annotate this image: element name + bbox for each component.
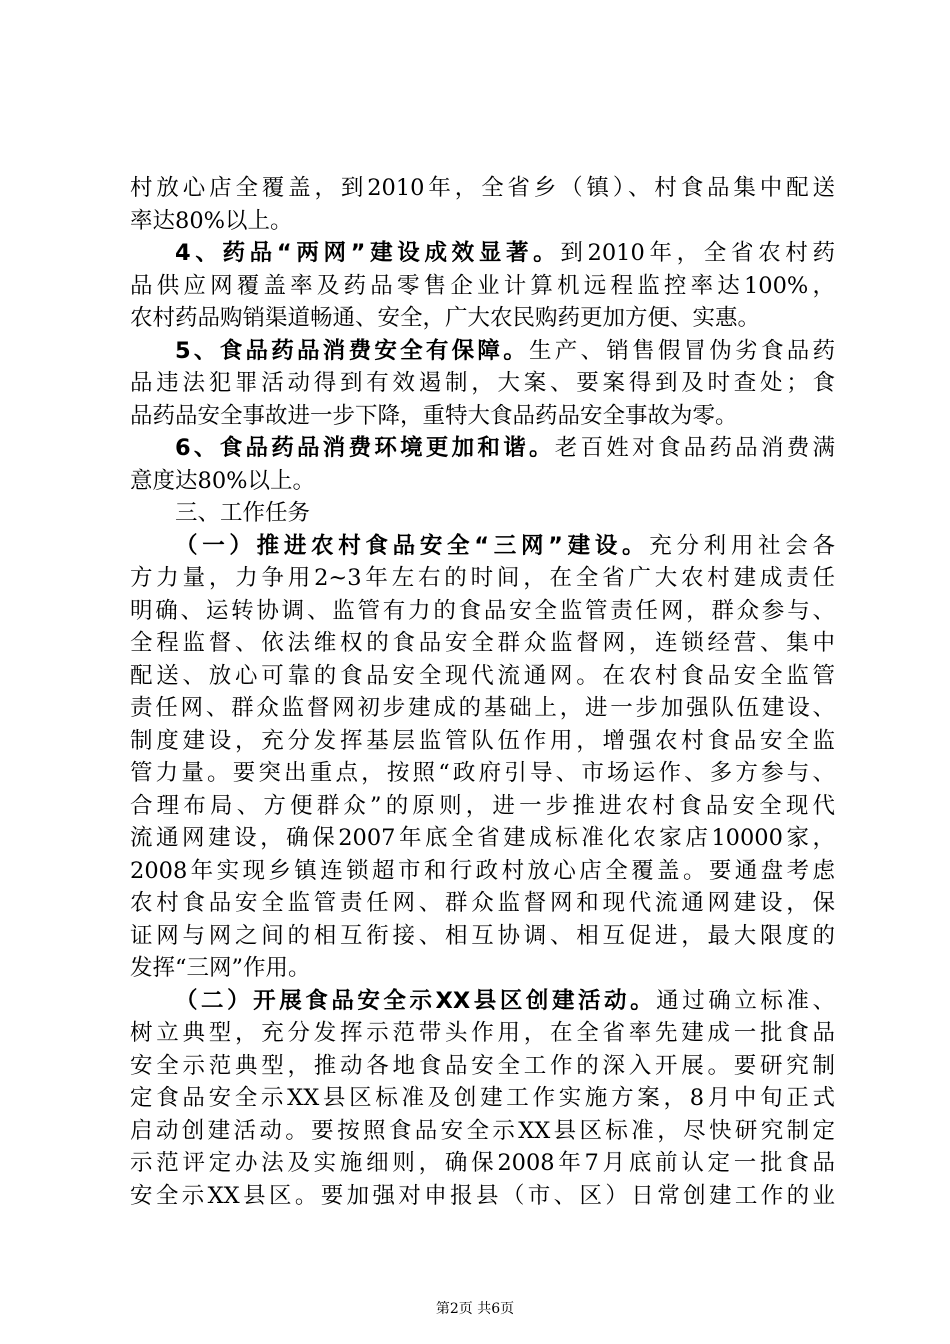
- text-line: [130, 465, 835, 498]
- text-line: [130, 887, 835, 920]
- line-text: 启动创建活动。要按照食品安全示XX县区标准，尽快研究制定: [130, 1117, 835, 1144]
- line-text: 流通网建设，确保2007年底全省建成标准化农家店10000家，: [130, 825, 835, 851]
- text-line: [130, 205, 835, 238]
- line-text: 充分利用社会各: [649, 532, 835, 559]
- paragraph-heading: （二）开展食品安全示XX县区创建活动。: [175, 987, 657, 1014]
- text-line: [130, 237, 835, 270]
- text-line: [130, 1017, 835, 1050]
- text-line: [130, 530, 835, 563]
- text-line: [130, 1180, 835, 1213]
- line-text: 生产、销售假冒伪劣食品药: [528, 337, 835, 364]
- line-text: 老百姓对食品药品消费满: [554, 435, 835, 461]
- text-line: [130, 627, 835, 660]
- text-line: [130, 400, 835, 433]
- page-footer: 第2页 共6页: [435, 1301, 515, 1317]
- text-line: [130, 367, 835, 400]
- line-text: 品违法犯罪活动得到有效遏制，大案、要案得到及时查处；食: [130, 370, 835, 396]
- text-line: [130, 270, 835, 303]
- text-line: [130, 562, 835, 595]
- line-text: 责任网、群众监督网初步建成的基础上，进一步加强队伍建设、: [130, 695, 835, 721]
- line-text: 定食品安全示XX县区标准及创建工作实施方案，8月中旬正式: [130, 1085, 835, 1111]
- text-line: [130, 432, 835, 465]
- line-text: 安全示XX县区。要加强对申报县（市、区）日常创建工作的业: [130, 1182, 835, 1209]
- text-line: [130, 497, 835, 530]
- line-text: 品供应网覆盖率及药品零售企业计算机远程监控率达100%，: [130, 272, 835, 299]
- text-line: [130, 1050, 835, 1083]
- text-line: [130, 855, 835, 888]
- text-line: [130, 1082, 835, 1115]
- line-text: 品药品安全事故进一步下降，重特大食品药品安全事故为零。: [130, 402, 738, 429]
- line-text: 2008年实现乡镇连锁超市和行政村放心店全覆盖。要通盘考虑: [130, 857, 835, 884]
- text-line: [130, 302, 835, 335]
- line-text: 管力量。要突出重点，按照“政府引导、市场运作、多方参与、: [130, 760, 835, 786]
- text-line: [130, 822, 835, 855]
- line-text: 安全示范典型，推动各地食品安全工作的深入开展。要研究制: [130, 1052, 835, 1079]
- text-line: [130, 1115, 835, 1148]
- line-text: 发挥“三网”作用。: [130, 955, 311, 981]
- text-line: [130, 790, 835, 823]
- paragraph-heading: （一）推进农村食品安全“三网”建设。: [175, 532, 650, 559]
- paragraph-heading: 6、食品药品消费环境更加和谐。: [175, 435, 555, 461]
- document-body: [130, 172, 835, 1212]
- text-line: [130, 725, 835, 758]
- line-text: 通过确立标准、: [656, 987, 835, 1014]
- text-line: [130, 920, 835, 953]
- paragraph-heading: 5、食品药品消费安全有保障。: [175, 337, 529, 364]
- section-title: 三、工作任务: [175, 500, 311, 526]
- line-text: 全程监督、依法维权的食品安全群众监督网，连锁经营、集中: [130, 630, 835, 656]
- line-text: 方力量，力争用2~3年左右的时间，在全省广大农村建成责任: [130, 565, 835, 591]
- paragraph-heading: 4、药品“两网”建设成效显著。: [175, 240, 561, 266]
- text-line: [130, 985, 835, 1018]
- line-text: 树立典型，充分发挥示范带头作用，在全省率先建成一批食品: [130, 1020, 835, 1046]
- line-text: 制度建设，充分发挥基层监管队伍作用，增强农村食品安全监: [130, 727, 835, 754]
- text-line: [130, 757, 835, 790]
- text-line: [130, 172, 835, 205]
- line-text: 合理布局、方便群众”的原则，进一步推进农村食品安全现代: [130, 792, 835, 819]
- text-line: [130, 692, 835, 725]
- line-text: 示范评定办法及实施细则，确保2008年7月底前认定一批食品: [130, 1150, 835, 1176]
- line-text: 证网与网之间的相互衔接、相互协调、相互促进，最大限度的: [130, 922, 835, 949]
- line-text: 配送、放心可靠的食品安全现代流通网。在农村食品安全监管: [130, 662, 835, 689]
- line-text: 率达80%以上。: [130, 207, 293, 234]
- line-text: 村放心店全覆盖，到2010年，全省乡（镇）、村食品集中配送: [130, 175, 835, 201]
- text-line: [130, 335, 835, 368]
- text-line: [130, 952, 835, 985]
- line-text: 意度达80%以上。: [130, 467, 316, 494]
- line-text: 农村药品购销渠道畅通、安全，广大农民购药更加方便、实惠。: [130, 305, 761, 331]
- text-line: [130, 660, 835, 693]
- text-line: [130, 1147, 835, 1180]
- line-text: 明确、运转协调、监管有力的食品安全监管责任网，群众参与、: [130, 597, 835, 624]
- text-line: [130, 595, 835, 628]
- line-text: 到2010年，全省农村药: [560, 240, 835, 266]
- line-text: 农村食品安全监管责任网、群众监督网和现代流通网建设，保: [130, 890, 835, 916]
